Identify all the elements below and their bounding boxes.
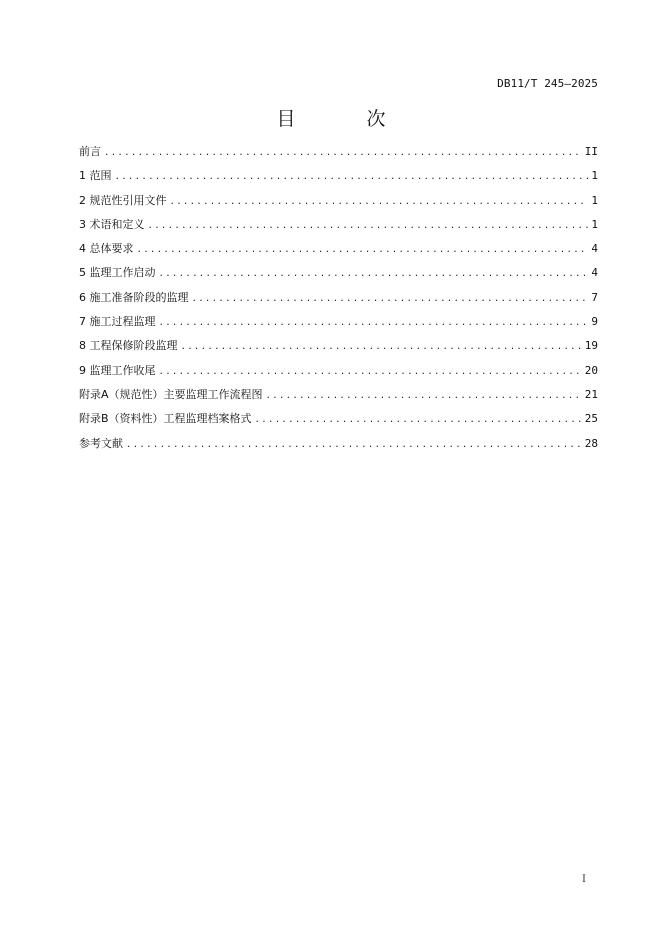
toc-entry-page: 25 xyxy=(584,412,598,426)
toc-entry-label: 3 术语和定义 xyxy=(79,217,145,231)
toc-leader-dots xyxy=(192,292,589,306)
toc-leader-dots xyxy=(255,413,582,427)
toc-entry-page: 28 xyxy=(584,436,598,450)
toc-entry-warranty-stage[interactable] xyxy=(79,339,598,363)
toc-entry-appendix-b[interactable] xyxy=(79,412,598,436)
toc-entry-page: II xyxy=(584,145,598,158)
document-code: DB11/T 245—2025 xyxy=(497,77,598,90)
toc-entry-page: 4 xyxy=(591,266,598,280)
toc-entry-scope[interactable] xyxy=(79,169,598,193)
toc-entry-preparation-stage[interactable] xyxy=(79,291,598,315)
toc-leader-dots xyxy=(266,389,582,403)
toc-entry-page: 7 xyxy=(591,290,598,304)
toc-entry-supervision-start[interactable] xyxy=(79,266,598,290)
page-number: I xyxy=(582,874,586,885)
table-of-contents xyxy=(79,145,598,461)
toc-entry-page: 1 xyxy=(591,169,598,183)
toc-entry-page: 21 xyxy=(584,387,598,401)
toc-entry-construction-process[interactable] xyxy=(79,315,598,339)
toc-entry-normative-references[interactable] xyxy=(79,194,598,218)
toc-entry-page: 1 xyxy=(591,217,598,231)
toc-leader-dots xyxy=(170,195,589,209)
toc-entry-page: 20 xyxy=(584,363,598,377)
toc-entry-label: 1 范围 xyxy=(79,169,112,183)
toc-entry-label: 6 施工准备阶段的监理 xyxy=(79,290,189,304)
toc-entry-label: 参考文献 xyxy=(79,436,123,450)
toc-leader-dots xyxy=(104,146,582,160)
toc-leader-dots xyxy=(159,267,589,281)
toc-entry-general-requirements[interactable] xyxy=(79,242,598,266)
toc-leader-dots xyxy=(159,316,589,330)
toc-leader-dots xyxy=(181,340,582,354)
toc-entry-label: 附录A（规范性）主要监理工作流程图 xyxy=(79,387,263,401)
toc-entry-label: 2 规范性引用文件 xyxy=(79,193,167,207)
toc-entry-page: 9 xyxy=(591,315,598,329)
toc-leader-dots xyxy=(115,170,589,184)
toc-entry-bibliography[interactable] xyxy=(79,437,598,461)
toc-entry-appendix-a[interactable] xyxy=(79,388,598,412)
toc-leader-dots xyxy=(126,438,582,452)
toc-entry-foreword[interactable] xyxy=(79,145,598,169)
toc-entry-label: 前言 xyxy=(79,145,101,158)
toc-entry-label: 4 总体要求 xyxy=(79,242,134,256)
toc-entry-page: 19 xyxy=(584,339,598,353)
toc-entry-page: 1 xyxy=(591,193,598,207)
toc-entry-label: 附录B（资料性）工程监理档案格式 xyxy=(79,412,252,426)
toc-title: 目 次 xyxy=(276,108,412,130)
toc-entry-supervision-closing[interactable] xyxy=(79,364,598,388)
toc-leader-dots xyxy=(148,219,589,233)
toc-entry-label: 8 工程保修阶段监理 xyxy=(79,339,178,353)
toc-leader-dots xyxy=(137,243,589,257)
toc-leader-dots xyxy=(159,365,582,379)
toc-entry-page: 4 xyxy=(591,242,598,256)
toc-entry-label: 5 监理工作启动 xyxy=(79,266,156,280)
toc-entry-label: 7 施工过程监理 xyxy=(79,315,156,329)
toc-entry-terms-definitions[interactable] xyxy=(79,218,598,242)
toc-entry-label: 9 监理工作收尾 xyxy=(79,363,156,377)
